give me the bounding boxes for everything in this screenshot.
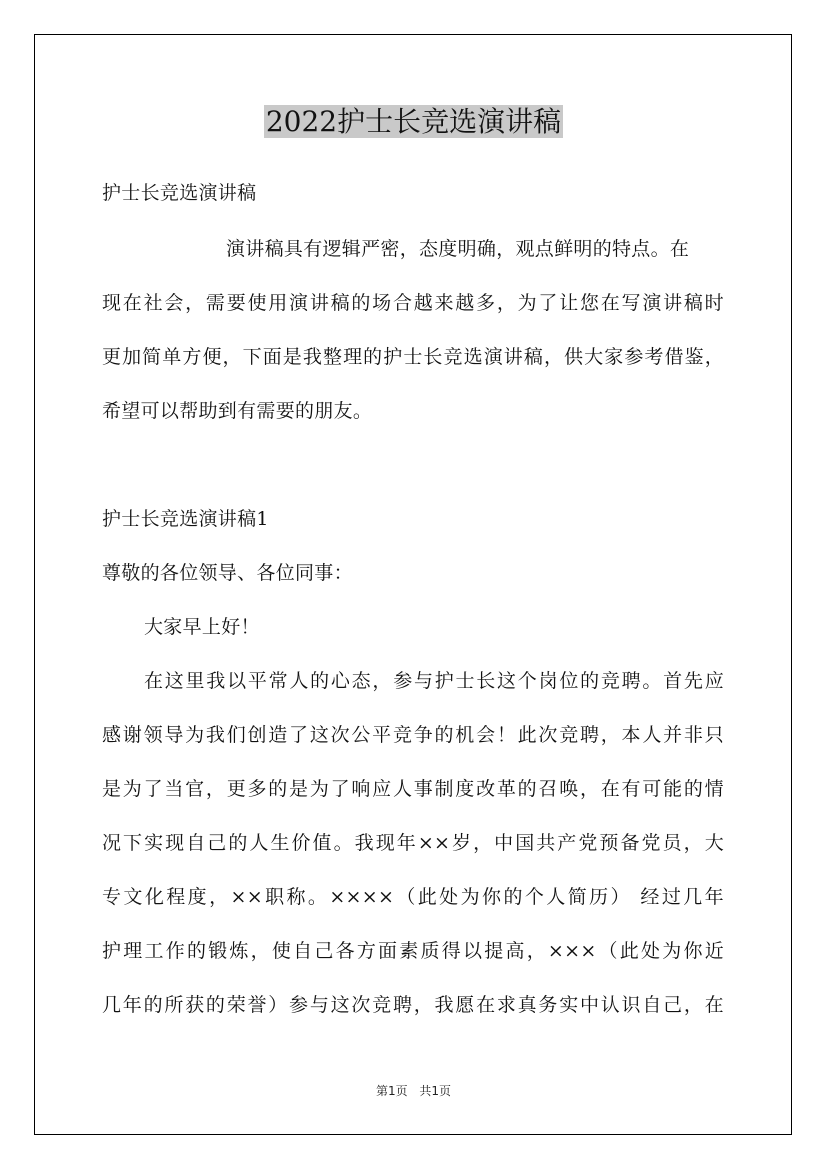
total-pages: 共1页 — [419, 1084, 452, 1098]
paragraph-line: 几年的所获的荣誉）参与这次竞聘，我愿在求真务实中认识自己，在 — [102, 994, 724, 1016]
paragraph-line: 更加简单方便，下面是我整理的护士长竞选演讲稿，供大家参考借鉴， — [102, 346, 724, 368]
paragraph-line: 演讲稿具有逻辑严密，态度明确，观点鲜明的特点。在 — [226, 238, 690, 260]
page-footer — [0, 1082, 827, 1099]
paragraph-line: 现在社会，需要使用演讲稿的场合越来越多，为了让您在写演讲稿时 — [102, 292, 724, 314]
speech-heading: 护士长竞选演讲稿1 — [102, 508, 269, 530]
salutation: 尊敬的各位领导、各位同事： — [102, 562, 353, 584]
paragraph-line: 专文化程度，××职称。××××（此处为你的个人简历） 经过几年 — [102, 886, 724, 908]
paragraph-line: 是为了当官，更多的是为了响应人事制度改革的召唤，在有可能的情 — [102, 778, 724, 800]
greeting: 大家早上好！ — [144, 616, 260, 638]
paragraph-line: 况下实现自己的人生价值。我现年××岁，中国共产党预备党员，大 — [102, 832, 724, 854]
document-title — [0, 100, 827, 144]
page-number: 第1页 — [375, 1084, 408, 1098]
document-title-text: 2022护士长竞选演讲稿 — [265, 105, 562, 138]
paragraph-line: 护理工作的锻炼，使自己各方面素质得以提高，×××（此处为你近 — [102, 940, 724, 962]
paragraph-line: 在这里我以平常人的心态，参与护士长这个岗位的竞聘。首先应 — [144, 670, 724, 692]
paragraph-line: 感谢领导为我们创造了这次公平竞争的机会！此次竞聘，本人并非只 — [102, 724, 724, 746]
paragraph-line: 希望可以帮助到有需要的朋友。 — [102, 400, 373, 422]
section-heading: 护士长竞选演讲稿 — [102, 182, 257, 204]
